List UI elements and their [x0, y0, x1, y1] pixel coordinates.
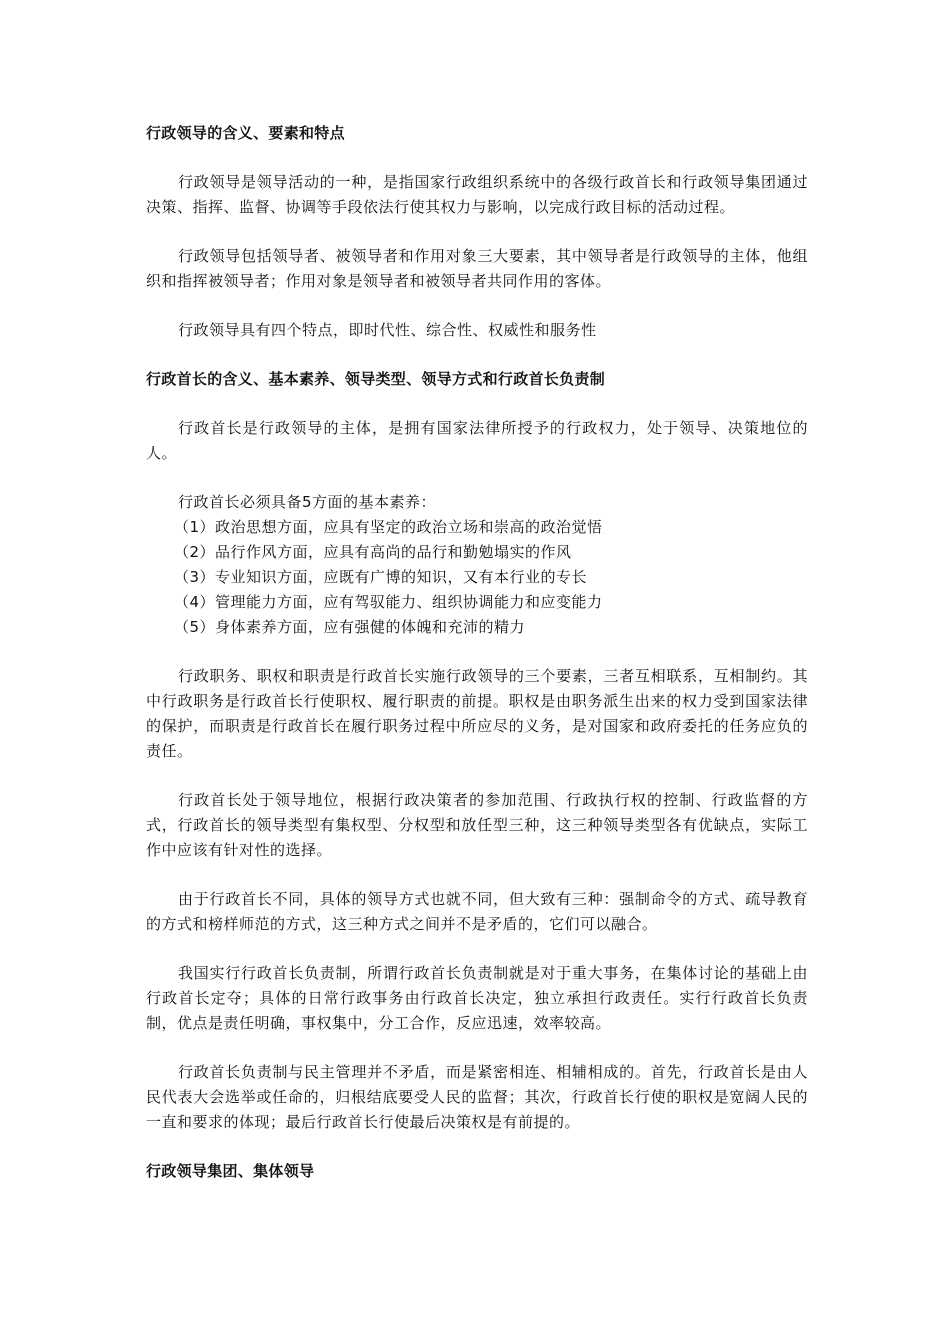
- list-item: （1）政治思想方面，应具有坚定的政治立场和崇高的政治觉悟: [174, 518, 603, 536]
- section-heading-collective: 行政领导集团、集体领导: [146, 1162, 315, 1180]
- paragraph-chief-types: 行政首长处于领导地位，根据行政决策者的参加范围、行政执行权的控制、行政监督的方式，行政首长的领导类型有集权型、分权型和放任型三种，这三种领导类型各有优缺点，实际工作中应该有针对性的选择。: [146, 791, 808, 859]
- paragraph-chief-definition: 行政首长是行政领导的主体，是拥有国家法律所授予的行政权力，处于领导、决策地位的人。: [146, 419, 808, 462]
- paragraph-chief-elements: 行政职务、职权和职责是行政首长实施行政领导的三个要素，三者互相联系，互相制约。其中行政职务是行政首长行使职权、履行职责的前提。职权是由职务派生出来的权力受到国家法律的保护，而职责是行政首长在履行职务过程中所应尽的义务，是对国家和政府委托的任务应负的责任。: [146, 667, 808, 760]
- section-heading-chief: 行政首长的含义、基本素养、领导类型、领导方式和行政首长负责制: [146, 370, 606, 388]
- paragraph-leadership-elements: 行政领导包括领导者、被领导者和作用对象三大要素，其中领导者是行政领导的主体，他组织和指挥被领导者；作用对象是领导者和被领导者共同作用的客体。: [146, 247, 808, 290]
- document-body: [146, 121, 808, 1184]
- list-item: （5）身体素养方面，应有强健的体魄和充沛的精力: [174, 618, 526, 636]
- qualities-list: [146, 515, 808, 640]
- paragraph-chief-methods: 由于行政首长不同，具体的领导方式也就不同，但大致有三种：强制命令的方式、疏导教育的方式和榜样师范的方式，这三种方式之间并不是矛盾的，它们可以融合。: [146, 890, 808, 933]
- paragraph-chief-responsibility: 我国实行行政首长负责制，所谓行政首长负责制就是对于重大事务，在集体讨论的基础上由行政首长定夺；具体的日常行政事务由行政首长决定，独立承担行政责任。实行行政首长负责制，优点是责任明确，事权集中，分工合作，反应迅速，效率较高。: [146, 964, 808, 1032]
- section-heading-leadership: 行政领导的含义、要素和特点: [146, 124, 345, 142]
- list-intro: 行政首长必须具备5方面的基本素养：: [178, 493, 437, 511]
- paragraph-chief-democracy: 行政首长负责制与民主管理并不矛盾，而是紧密相连、相辅相成的。首先，行政首长是由人民代表大会选举或任命的，归根结底要受人民的监督；其次，行政首长行使的职权是宽阔人民的一直和要求的体现；最后行政首长行使最后决策权是有前提的。: [146, 1063, 808, 1131]
- paragraph-leadership-definition: 行政领导是领导活动的一种，是指国家行政组织系统中的各级行政首长和行政领导集团通过决策、指挥、监督、协调等手段依法行使其权力与影响，以完成行政目标的活动过程。: [146, 173, 808, 216]
- list-item: （2）品行作风方面，应具有高尚的品行和勤勉塌实的作风: [174, 543, 572, 561]
- list-item: （4）管理能力方面，应有驾驭能力、组织协调能力和应变能力: [174, 593, 603, 611]
- paragraph-leadership-features: 行政领导具有四个特点，即时代性、综合性、权威性和服务性: [178, 321, 597, 339]
- list-item: （3）专业知识方面，应既有广博的知识，又有本行业的专长: [174, 568, 588, 586]
